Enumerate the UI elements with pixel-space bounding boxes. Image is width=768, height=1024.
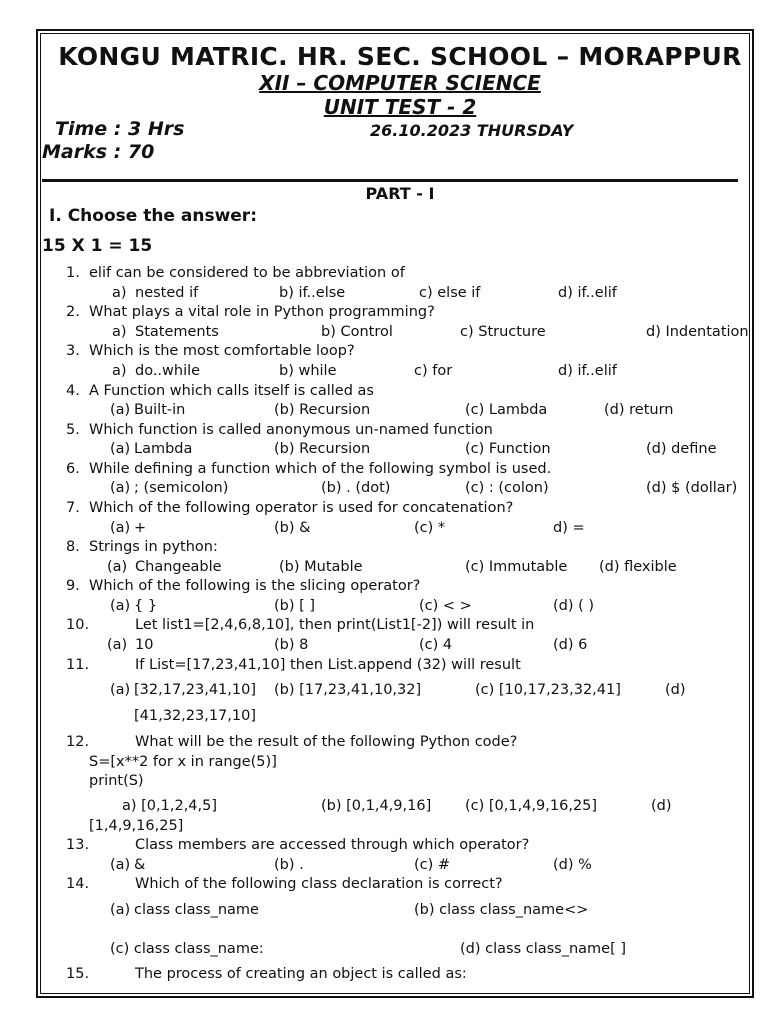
option-d: (d) %	[553, 857, 592, 873]
option-d: d) Indentation	[646, 324, 749, 340]
option-a: 10	[135, 637, 154, 653]
option-label: a)	[112, 363, 127, 379]
option-c: (c) *	[414, 520, 446, 536]
option-d: (d) define	[646, 441, 717, 457]
question-number: 3.	[66, 343, 80, 359]
question-text: elif can be considered to be abbreviation of	[89, 265, 405, 281]
question-text: Which of the following operator is used for concatenation?	[89, 500, 514, 516]
question-number: 9.	[66, 578, 80, 594]
question-number: 7.	[66, 500, 80, 516]
option-c: (c) < >	[419, 598, 472, 614]
option-a: ; (semicolon)	[134, 480, 229, 496]
option-label: (a)	[110, 902, 131, 918]
option-b: (b) Mutable	[279, 559, 363, 575]
section-title: I. Choose the answer:	[49, 206, 257, 226]
header-divider	[42, 179, 738, 182]
exam-time: Time : 3 Hrs	[55, 118, 185, 140]
question-text: Class members are accessed through which operator?	[135, 837, 530, 853]
option-label: a)	[112, 285, 127, 301]
option-d: (d) class class_name[ ]	[460, 941, 627, 957]
question-text: Strings in python:	[89, 539, 218, 555]
option-d: (d) 6	[553, 637, 588, 653]
code-line: print(S)	[89, 773, 144, 789]
option-d: (d)	[651, 798, 672, 814]
question-number: 11.	[66, 657, 90, 673]
question-number: 1.	[66, 265, 80, 281]
option-b: (b) Recursion	[274, 441, 371, 457]
option-b: (b) [0,1,4,9,16]	[321, 798, 432, 814]
option-c: (c) #	[414, 857, 451, 873]
option-b: (b) [17,23,41,10,32]	[274, 682, 422, 698]
option-label: (a)	[110, 402, 131, 418]
question-number: 4.	[66, 383, 80, 399]
option-c: (c) Immutable	[465, 559, 568, 575]
option-label: (a)	[110, 441, 131, 457]
option-b: b) while	[279, 363, 337, 379]
option-a: +	[134, 520, 147, 536]
option-c: (c) [0,1,4,9,16,25]	[465, 798, 598, 814]
question-number: 6.	[66, 461, 80, 477]
question-text: Which of the following is the slicing operator?	[89, 578, 421, 594]
option-c: (c) Lambda	[465, 402, 548, 418]
option-label: (a)	[110, 598, 131, 614]
option-b: b) if..else	[279, 285, 346, 301]
option-a: do..while	[135, 363, 201, 379]
option-c: c) else if	[419, 285, 481, 301]
option-label: (a)	[107, 637, 128, 653]
exam-marks: Marks : 70	[42, 141, 155, 163]
question-number: 13.	[66, 837, 90, 853]
section-marks: 15 X 1 = 15	[42, 236, 153, 256]
option-b: (b) &	[274, 520, 311, 536]
question-number: 8.	[66, 539, 80, 555]
question-text: Which function is called anonymous un-named function	[89, 422, 493, 438]
option-label: (a)	[110, 520, 131, 536]
option-a: a) [0,1,2,4,5]	[122, 798, 218, 814]
option-c: c) Structure	[460, 324, 546, 340]
question-text: Let list1=[2,4,6,8,10], then print(List1[-2]) will result in	[135, 617, 535, 633]
option-label: (a)	[107, 559, 128, 575]
option-d: d) =	[553, 520, 585, 536]
question-text: A Function which calls itself is called as	[89, 383, 374, 399]
unit-title: UNIT TEST - 2	[323, 95, 477, 119]
option-d-value: [41,32,23,17,10]	[134, 708, 257, 724]
option-a: Statements	[135, 324, 219, 340]
exam-date: 26.10.2023 THURSDAY	[370, 121, 574, 140]
question-number: 10.	[66, 617, 90, 633]
question-text: While defining a function which of the following symbol is used.	[89, 461, 552, 477]
question-number: 5.	[66, 422, 80, 438]
option-d: (d)	[665, 682, 686, 698]
option-d: d) if..elif	[558, 285, 617, 301]
option-d-value: [1,4,9,16,25]	[89, 818, 184, 834]
option-d: (d) return	[604, 402, 674, 418]
option-c: (c) class class_name:	[110, 941, 264, 957]
option-c: (c) Function	[465, 441, 551, 457]
option-c: (c) 4	[419, 637, 453, 653]
option-a: class class_name	[134, 902, 259, 918]
part-heading: PART - I	[365, 184, 435, 203]
question-number: 14.	[66, 876, 90, 892]
code-line: S=[x**2 for x in range(5)]	[89, 754, 277, 770]
option-d: d) if..elif	[558, 363, 617, 379]
option-a: { }	[134, 598, 158, 614]
school-name: KONGU MATRIC. HR. SEC. SCHOOL – MORAPPUR	[58, 42, 742, 71]
option-label: (a)	[110, 682, 131, 698]
option-d: (d) ( )	[553, 598, 595, 614]
option-b: (b) .	[274, 857, 304, 873]
question-text: What plays a vital role in Python programming?	[89, 304, 435, 320]
question-text: Which is the most comfortable loop?	[89, 343, 355, 359]
option-a: nested if	[135, 285, 199, 301]
option-d: (d) $ (dollar)	[646, 480, 738, 496]
option-c: (c) [10,17,23,32,41]	[475, 682, 621, 698]
option-label: (a)	[110, 480, 131, 496]
option-b: (b) Recursion	[274, 402, 371, 418]
option-b: (b) [ ]	[274, 598, 316, 614]
option-a: Built-in	[134, 402, 186, 418]
option-label: a)	[112, 324, 127, 340]
option-c: c) for	[414, 363, 453, 379]
option-a: [32,17,23,41,10]	[134, 682, 257, 698]
option-a: Lambda	[134, 441, 193, 457]
question-text: What will be the result of the following Python code?	[135, 734, 518, 750]
option-d: (d) flexible	[599, 559, 677, 575]
option-b: (b) 8	[274, 637, 309, 653]
option-b: b) Control	[321, 324, 393, 340]
option-c: (c) : (colon)	[465, 480, 549, 496]
question-number: 15.	[66, 966, 90, 982]
option-a: Changeable	[135, 559, 222, 575]
option-b: (b) . (dot)	[321, 480, 391, 496]
question-text: Which of the following class declaration is correct?	[135, 876, 503, 892]
subject-title: XII – COMPUTER SCIENCE	[259, 71, 541, 95]
question-number: 12.	[66, 734, 90, 750]
question-text: If List=[17,23,41,10] then List.append (32) will result	[135, 657, 521, 673]
option-b: (b) class class_name<>	[414, 902, 589, 918]
option-label: (a)	[110, 857, 131, 873]
option-a: &	[134, 857, 146, 873]
question-number: 2.	[66, 304, 80, 320]
question-text: The process of creating an object is called as:	[135, 966, 467, 982]
